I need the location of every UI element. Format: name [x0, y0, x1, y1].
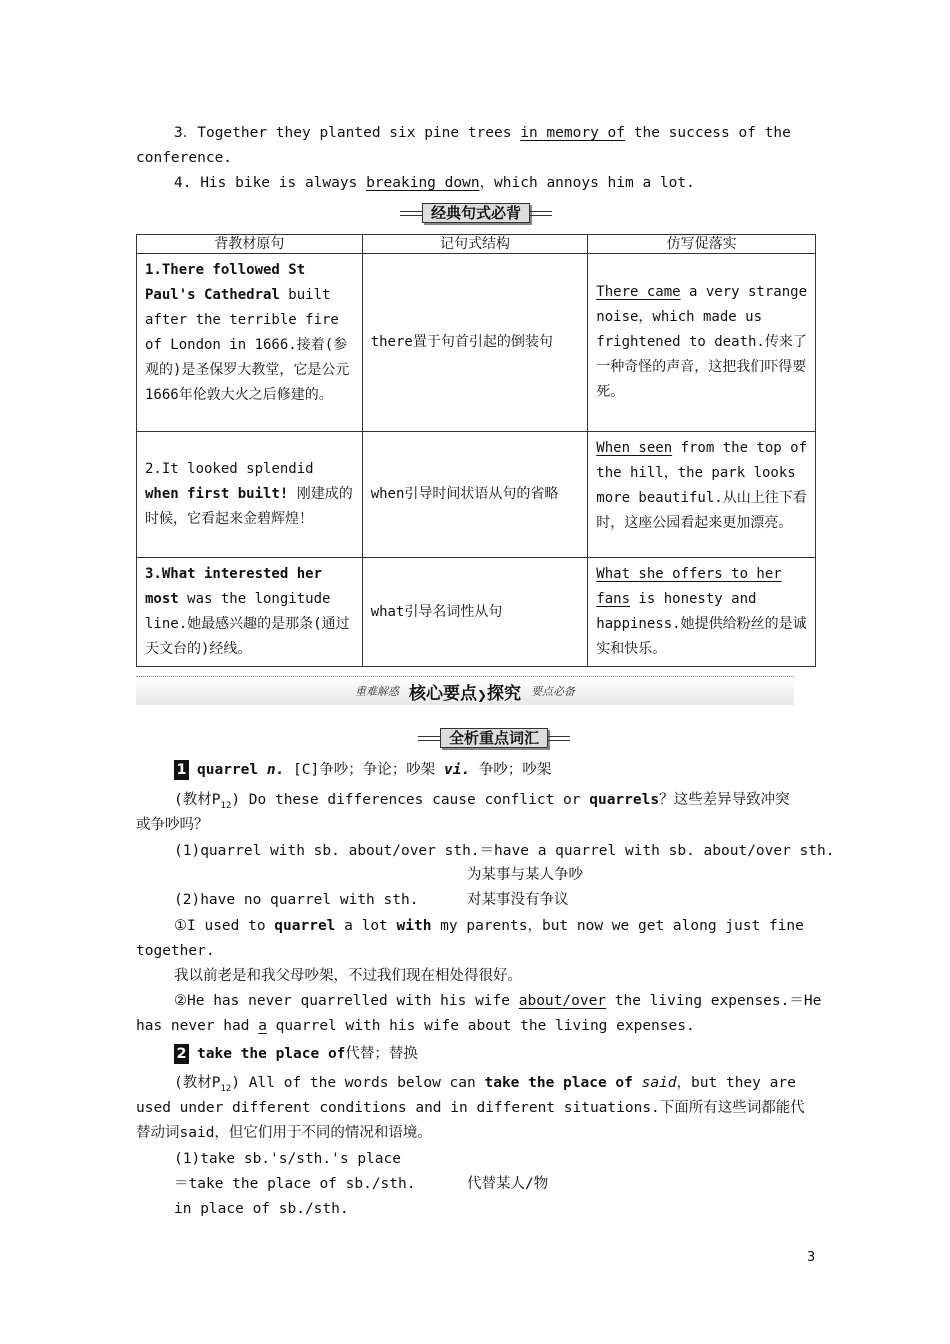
table-row: [137, 432, 816, 558]
sentence-pattern-table: [136, 234, 816, 667]
textbook-example: (教材$P_{12}$) All of the words below can take the place of said，but they are: [174, 1075, 796, 1094]
textbook-example-cont: 或争吵吗？: [136, 817, 209, 833]
pattern: when引导时间状语从句的省略: [362, 432, 588, 558]
section-title-vocabulary: 全析重点词汇: [412, 727, 576, 749]
phrase-1-meaning: 为某事与某人争吵: [467, 867, 583, 883]
page-number: 3: [807, 1250, 816, 1265]
phrase-2: (2)have no quarrel with sth.: [174, 892, 419, 908]
example-sentence-2: ②He has never quarrelled with his wife about/over the living expenses.＝He: [174, 993, 822, 1009]
sentence-4: 4. His bike is always breaking down，which annoys him a lot.: [174, 175, 695, 191]
imitation: When seen from the top of the hill，the park looks more beautiful.从山上往下看时，这座公园看起来更加漂亮。: [588, 432, 816, 558]
textbook-example-cont: 替动词said，但它们用于不同的情况和语境。: [136, 1125, 432, 1141]
table-row: [137, 558, 816, 667]
col-header: 仿写促落实: [588, 235, 816, 254]
phrase-2-meaning: 代替某人/物: [467, 1176, 549, 1192]
example-sentence-2-cont: has never had a quarrel with his wife about the living expenses.: [136, 1018, 695, 1034]
phrase-2-meaning: 对某事没有争议: [467, 892, 569, 908]
phrase-1: (1)quarrel with sb. about/over sth.＝have a quarrel with sb. about/over sth.: [174, 843, 835, 859]
vocab-item-1-heading: 1 quarrel n. [C]争吵；争论；吵架 vi. 争吵；吵架: [174, 760, 551, 780]
table-row: [137, 254, 816, 432]
imitation: What she offers to her fans is honesty and happiness.她提供给粉丝的是诚实和快乐。: [588, 558, 816, 667]
textbook-example-cont: used under different conditions and in different situations.下面所有这些词都能代: [136, 1100, 805, 1116]
phrase-2: ＝take the place of sb./sth.: [174, 1176, 416, 1192]
example-sentence-1-cont: together.: [136, 943, 215, 959]
core-points-banner: 重难解惑 核心要点❯探究 要点必备: [136, 676, 794, 705]
sentence-3-cont: conference.: [136, 150, 233, 166]
phrase-1: (1)take sb.'s/sth.'s place: [174, 1151, 401, 1167]
col-header: 背教材原句: [137, 235, 363, 254]
vocab-item-2-heading: 2 take the place of代替；替换: [174, 1044, 418, 1064]
section-title-sentences: 经典句式必背: [394, 202, 558, 224]
item-number-badge: 1: [174, 760, 189, 780]
textbook-example: (教材$P_{12}$) Do these differences cause conflict or quarrels？这些差异导致冲突: [174, 792, 790, 811]
pattern: what引导名词性从句: [362, 558, 588, 667]
pattern: there置于句首引起的倒装句: [362, 254, 588, 432]
item-number-badge: 2: [174, 1044, 189, 1064]
phrase-3: in place of sb./sth.: [174, 1201, 349, 1217]
sentence-3: 3．Together they planted six pine trees in memory of the success of the: [174, 125, 791, 141]
original-sentence: 1.There followed St Paul's Cathedral built after the terrible fire of London in 1666.接着(参观的)是圣保罗大教堂，它是公元1666年伦敦大火之后修建的。: [137, 254, 363, 432]
example-sentence-1: ①I used to quarrel a lot with my parents，but now we get along just fine: [174, 918, 804, 934]
table-header-row: [137, 235, 816, 254]
arrow-icon: ❯: [476, 687, 488, 702]
original-sentence: 2.It looked splendid when first built! 刚建成的时候，它看起来金碧辉煌！: [137, 432, 363, 558]
example-sentence-1-translation: 我以前老是和我父母吵架，不过我们现在相处得很好。: [174, 968, 522, 984]
imitation: There came a very strange noise，which made us frightened to death.传来了一种奇怪的声音，这把我们吓得要死。: [588, 254, 816, 432]
col-header: 记句式结构: [362, 235, 588, 254]
original-sentence: 3.What interested her most was the longitude line.她最感兴趣的是那条(通过天文台的)经线。: [137, 558, 363, 667]
